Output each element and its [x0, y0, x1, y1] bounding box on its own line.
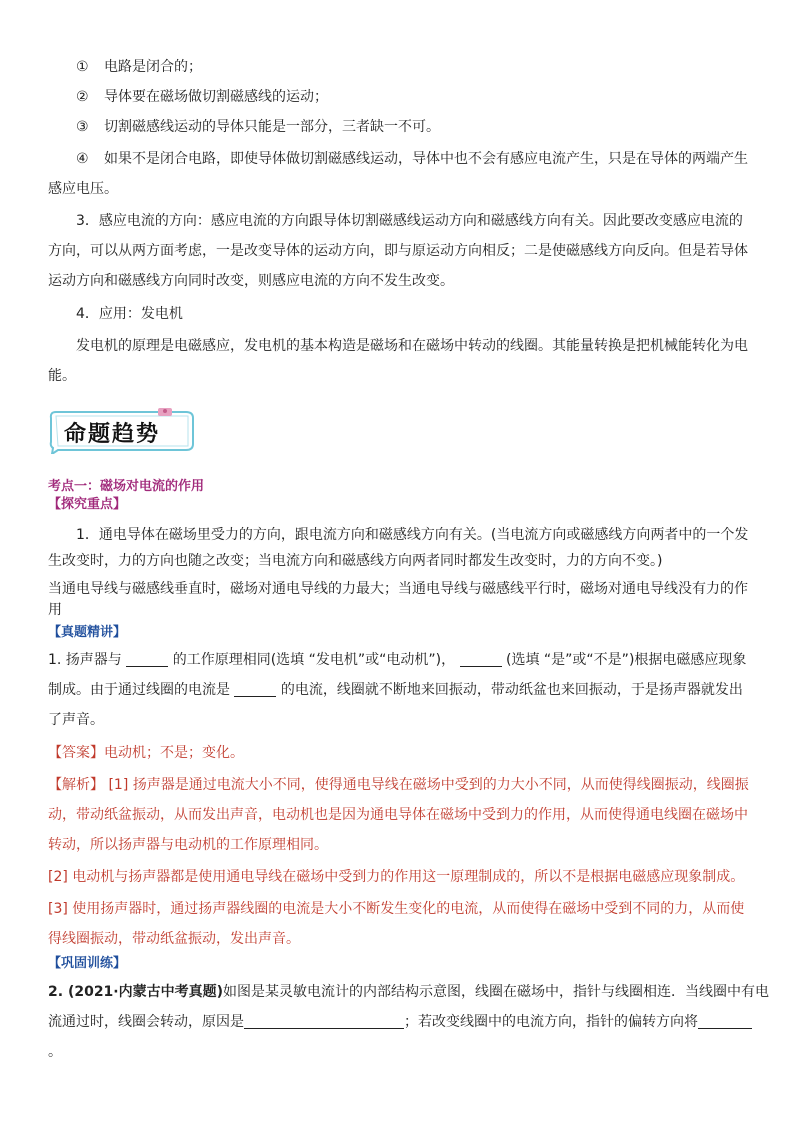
answer-label: 【答案】 — [48, 745, 104, 761]
answer-text: 电动机；不是；变化。 — [104, 745, 244, 761]
answer-blank[interactable] — [460, 652, 502, 667]
answer-blank[interactable] — [698, 1014, 752, 1029]
application-line-1: 发电机的原理是电磁感应，发电机的基本构造是磁场和在磁场中转动的线圈。其能量转换是把机械能转化为电 — [76, 338, 748, 354]
q2-line-3: 。 — [48, 1044, 62, 1060]
analysis-line-1: 【解析】 [1] 扬声器是通过电流大小不同，使得通电导线在磁场中受到的力大小不同，从而使得线圈振动，线圈振 — [48, 777, 749, 793]
zhenti-label: 【真题精讲】 — [48, 625, 127, 640]
kaodian-title: 考点一：磁场对电流的作用 — [48, 479, 205, 494]
answer-blank[interactable] — [234, 682, 276, 697]
circle-number: ② — [76, 89, 89, 105]
tanjiu-label: 【探究重点】 — [48, 497, 127, 512]
tanjiu-line-4: 用 — [48, 602, 62, 618]
answer-line — [48, 744, 244, 762]
circle-number: ④ — [76, 151, 89, 167]
section-banner — [48, 408, 198, 454]
q1-line-3: 了声音。 — [48, 712, 104, 728]
q2-line-1: 2. (2021·内蒙古中考真题)如图是某灵敏电流计的内部结构示意图，线圈在磁场中，指针与线圈相连．当线圈中有电 — [48, 984, 770, 1000]
condition-4: ④ 如果不是闭合电路，即使导体做切割磁感线运动，导体中也不会有感应电流产生，只是在导体的两端产生 — [76, 151, 748, 167]
analysis-line-3: 转动，所以扬声器与电动机的工作原理相同。 — [48, 837, 328, 853]
answer-blank[interactable] — [244, 1014, 404, 1029]
condition-1: ① 电路是闭合的； — [76, 59, 202, 75]
direction-line-3: 运动方向和磁感线方向同时改变，则感应电流的方向不发生改变。 — [48, 273, 454, 289]
analysis-line-6: 得线圈振动，带动纸盆振动，发出声音。 — [48, 931, 300, 947]
analysis-line-2: 动，带动纸盆振动，从而发出声音，电动机也是因为通电导体在磁场中受到力的作用，从而使得通电线圈在磁场中 — [48, 807, 748, 823]
analysis-label: 【解析】 — [48, 777, 104, 793]
analysis-line-5: [3] 使用扬声器时，通过扬声器线圈的电流是大小不断发生变化的电流，从而使得在磁场中受到不同的力，从而使 — [48, 901, 745, 917]
gonggu-label: 【巩固训练】 — [48, 956, 127, 971]
q2-source: (2021·内蒙古中考真题) — [67, 984, 224, 1000]
application-title: 4．应用：发电机 — [76, 306, 183, 322]
direction-line-1: 3．感应电流的方向：感应电流的方向跟导体切割磁感线运动方向和磁感线方向有关。因此要改变感应电流的 — [76, 213, 743, 229]
q1-line-2: 制成。由于通过线圈的电流是 的电流，线圈就不断地来回振动，带动纸盆也来回振动，于是扬声器就发出 — [48, 682, 743, 698]
tanjiu-line-3: 当通电导线与磁感线垂直时，磁场对通电导线的力最大；当通电导线与磁感线平行时，磁场对通电导线没有力的作 — [48, 581, 748, 597]
application-line-2: 能。 — [48, 368, 76, 384]
answer-blank[interactable] — [126, 652, 168, 667]
condition-4-cont: 感应电压。 — [48, 181, 118, 197]
circle-number: ③ — [76, 119, 89, 135]
q1-line-1: 1. 扬声器与 的工作原理相同(选填 “发电机”或“电动机”)， (选填 “是”或“不是”)根据电磁感应现象 — [48, 652, 747, 668]
q2-line-2: 流通过时，线圈会转动，原因是 ；若改变线圈中的电流方向，指针的偏转方向将 — [48, 1013, 752, 1031]
analysis-line-4: [2] 电动机与扬声器都是使用通电导线在磁场中受到力的作用这一原理制成的，所以不是根据电磁感应现象制成。 — [48, 869, 745, 885]
direction-line-2: 方向，可以从两方面考虑，一是改变导体的运动方向，即与原运动方向相反；二是使磁感线方向反向。但是若导体 — [48, 243, 748, 259]
circle-number: ① — [76, 59, 89, 75]
condition-3: ③ 切割磁感线运动的导体只能是一部分，三者缺一不可。 — [76, 119, 440, 135]
banner-title: 命题趋势 — [64, 421, 161, 447]
condition-2: ② 导体要在磁场做切割磁感线的运动； — [76, 89, 328, 105]
tanjiu-line-1: 1．通电导体在磁场里受力的方向，跟电流方向和磁感线方向有关。(当电流方向或磁感线方向两者中的一个发 — [76, 527, 749, 543]
tanjiu-line-2: 生改变时，力的方向也随之改变；当电流方向和磁感线方向两者同时都发生改变时，力的方向不变。) — [48, 553, 663, 569]
